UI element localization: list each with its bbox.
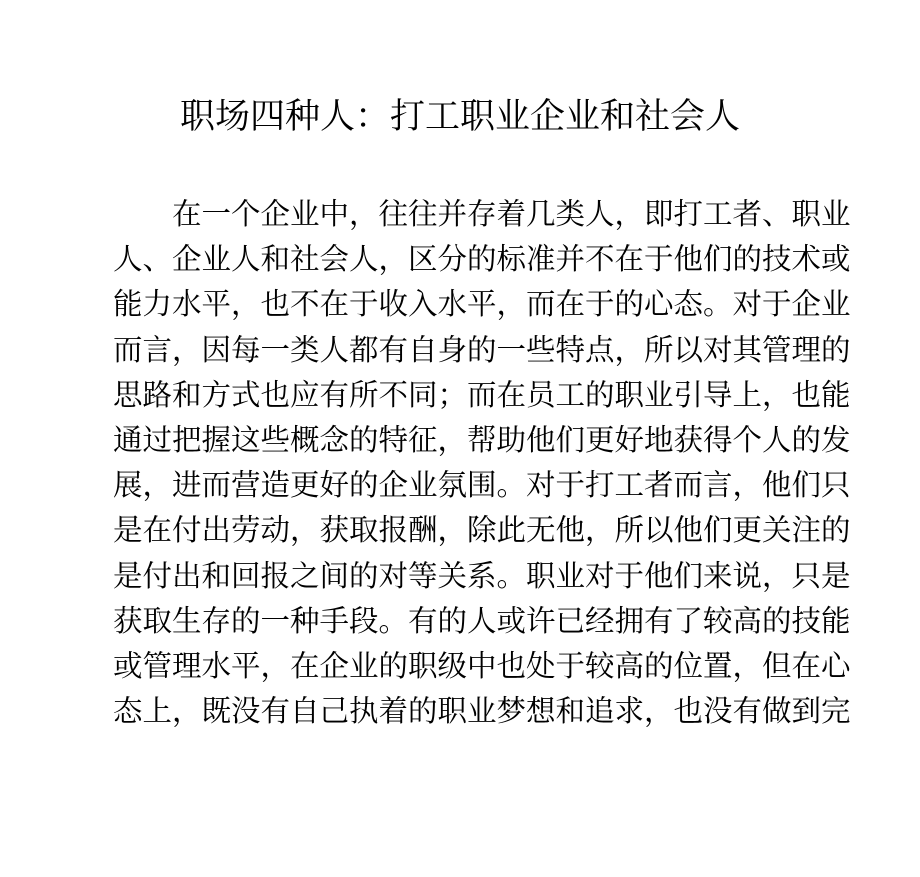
paragraph-line: 通过把握这些概念的特征，帮助他们更好地获得个人的发 bbox=[113, 422, 851, 457]
paragraph-line: 或管理水平，在企业的职级中也处于较高的位置，但在心 bbox=[113, 648, 851, 683]
paragraph-line: 在一个企业中，往往并存着几类人，即打工者、职业 bbox=[172, 197, 851, 231]
paragraph-line: 是在付出劳动，获取报酬，除此无他，所以他们更关注的 bbox=[113, 513, 851, 548]
paragraph-line: 是付出和回报之间的对等关系。职业对于他们来说，只是 bbox=[113, 558, 851, 593]
paragraph-line: 展，进而营造更好的企业氛围。对于打工者而言，他们只 bbox=[113, 468, 851, 503]
paragraph-line: 人、企业人和社会人，区分的标准并不在于他们的技术或 bbox=[113, 242, 851, 277]
body-paragraph bbox=[113, 192, 851, 734]
paragraph-line: 思路和方式也应有所不同；而在员工的职业引导上，也能 bbox=[113, 377, 851, 412]
paragraph-line: 能力水平，也不在于收入水平，而在于的心态。对于企业 bbox=[113, 287, 851, 322]
paragraph-line: 而言，因每一类人都有自身的一些特点，所以对其管理的 bbox=[113, 332, 851, 367]
document-title: 职场四种人：打工职业企业和社会人 bbox=[179, 97, 740, 137]
paragraph-line: 获取生存的一种手段。有的人或许已经拥有了较高的技能 bbox=[113, 603, 851, 638]
paragraph-line: 态上，既没有自己执着的职业梦想和追求，也没有做到完 bbox=[113, 694, 851, 729]
